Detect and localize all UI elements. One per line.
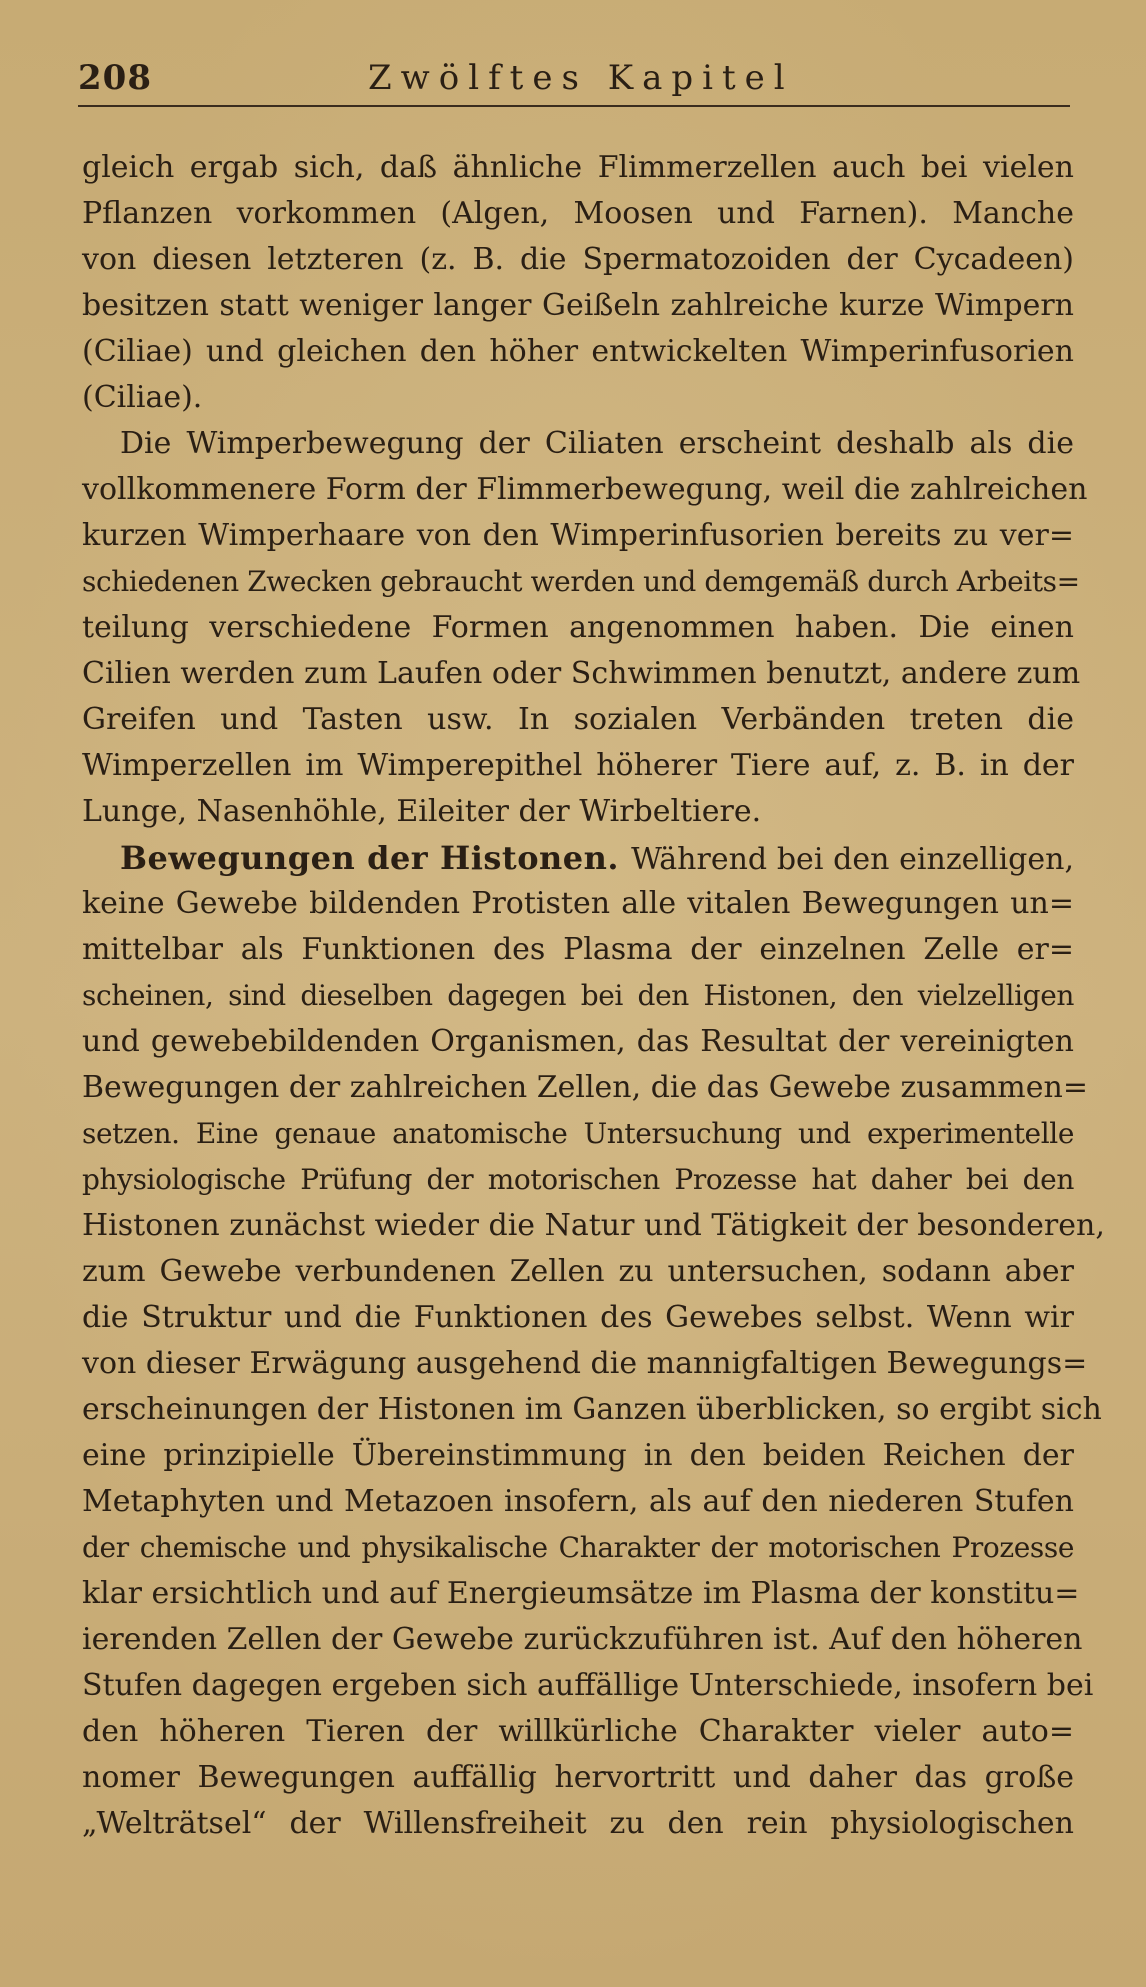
text-line: teilung verschiedene Formen angenommen haben. Die einen [82, 610, 1074, 645]
text-line: vollkommenere Form der Flimmerbewegung, weil die zahlreichen [82, 472, 1088, 507]
text-line: von dieser Erwägung ausgehend die mannigfaltigen Bewegungs= [82, 1346, 1088, 1381]
text-run: Während bei den einzelligen, [631, 842, 1074, 877]
text-line: Die Wimperbewegung der Ciliaten erscheint deshalb als die [120, 426, 1074, 461]
text-line: keine Gewebe bildenden Protisten alle vitalen Bewegungen un= [82, 886, 1074, 921]
text-line: Stufen dagegen ergeben sich auffällige Unterschiede, insofern bei [82, 1668, 1094, 1703]
page-number: 208 [78, 58, 152, 98]
text-line: Wimperzellen im Wimperepithel höherer Tiere auf, z. B. in der [82, 748, 1074, 783]
text-line: klar ersichtlich und auf Energieumsätze im Plasma der konstitu= [82, 1576, 1080, 1611]
text-line: eine prinzipielle Übereinstimmung in den beiden Reichen der [82, 1438, 1074, 1473]
text-line: (Ciliae) und gleichen den höher entwickelten Wimperinfusorien [82, 334, 1074, 369]
text-line: setzen. Eine genaue anatomische Untersuchung und experimentelle [82, 1117, 1074, 1150]
text-line: die Struktur und die Funktionen des Gewebes selbst. Wenn wir [82, 1300, 1074, 1335]
text-line: den höheren Tieren der willkürliche Charakter vieler auto= [82, 1714, 1074, 1749]
page-header [78, 52, 1070, 112]
text-line: erscheinungen der Histonen im Ganzen überblicken, so ergibt sich [82, 1392, 1102, 1427]
text-line: scheinen, sind dieselben dagegen bei den Histonen, den vielzelligen [82, 979, 1074, 1012]
section-title: Bewegungen der Histonen. [120, 839, 620, 877]
text-line: mittelbar als Funktionen des Plasma der einzelnen Zelle er= [82, 932, 1074, 967]
text-line: Histonen zunächst wieder die Natur und Tätigkeit der besonderen, [82, 1208, 1105, 1243]
text-line: Lunge, Nasenhöhle, Eileiter der Wirbeltiere. [82, 794, 762, 829]
text-line: nomer Bewegungen auffällig hervortritt und daher das große [82, 1760, 1074, 1795]
text-line: kurzen Wimperhaare von den Wimperinfusorien bereits zu ver= [82, 518, 1074, 553]
text-line: Cilien werden zum Laufen oder Schwimmen benutzt, andere zum [82, 656, 1081, 691]
text-line: gleich ergab sich, daß ähnliche Flimmerzellen auch bei vielen [82, 150, 1074, 185]
text-line-with-heading [120, 835, 1074, 881]
text-line: ierenden Zellen der Gewebe zurückzuführen ist. Auf den höheren [82, 1622, 1083, 1657]
text-line: besitzen statt weniger langer Geißeln zahlreiche kurze Wimpern [82, 288, 1074, 323]
text-line: „Welträtsel“ der Willensfreiheit zu den rein physiologischen [82, 1806, 1074, 1841]
text-line: von diesen letzteren (z. B. die Spermatozoiden der Cycadeen) [82, 242, 1074, 277]
text-line: zum Gewebe verbundenen Zellen zu untersuchen, sodann aber [82, 1254, 1074, 1289]
text-line: der chemische und physikalische Charakter der motorischen Prozesse [82, 1531, 1074, 1564]
text-line: schiedenen Zwecken gebraucht werden und demgemäß durch Arbeits= [82, 565, 1080, 598]
running-head: Zwölftes Kapitel [368, 58, 794, 98]
text-line: Metaphyten und Metazoen insofern, als auf den niederen Stufen [82, 1484, 1074, 1519]
text-line: Greifen und Tasten usw. In sozialen Verbänden treten die [82, 702, 1074, 737]
text-line: physiologische Prüfung der motorischen Prozesse hat daher bei den [82, 1163, 1074, 1196]
header-rule [78, 105, 1070, 107]
text-line: (Ciliae). [82, 380, 203, 415]
text-line: Bewegungen der zahlreichen Zellen, die das Gewebe zusammen= [82, 1070, 1088, 1105]
text-line: Pflanzen vorkommen (Algen, Moosen und Farnen). Manche [82, 196, 1074, 231]
text-line: und gewebebildenden Organismen, das Resultat der vereinigten [82, 1024, 1074, 1059]
